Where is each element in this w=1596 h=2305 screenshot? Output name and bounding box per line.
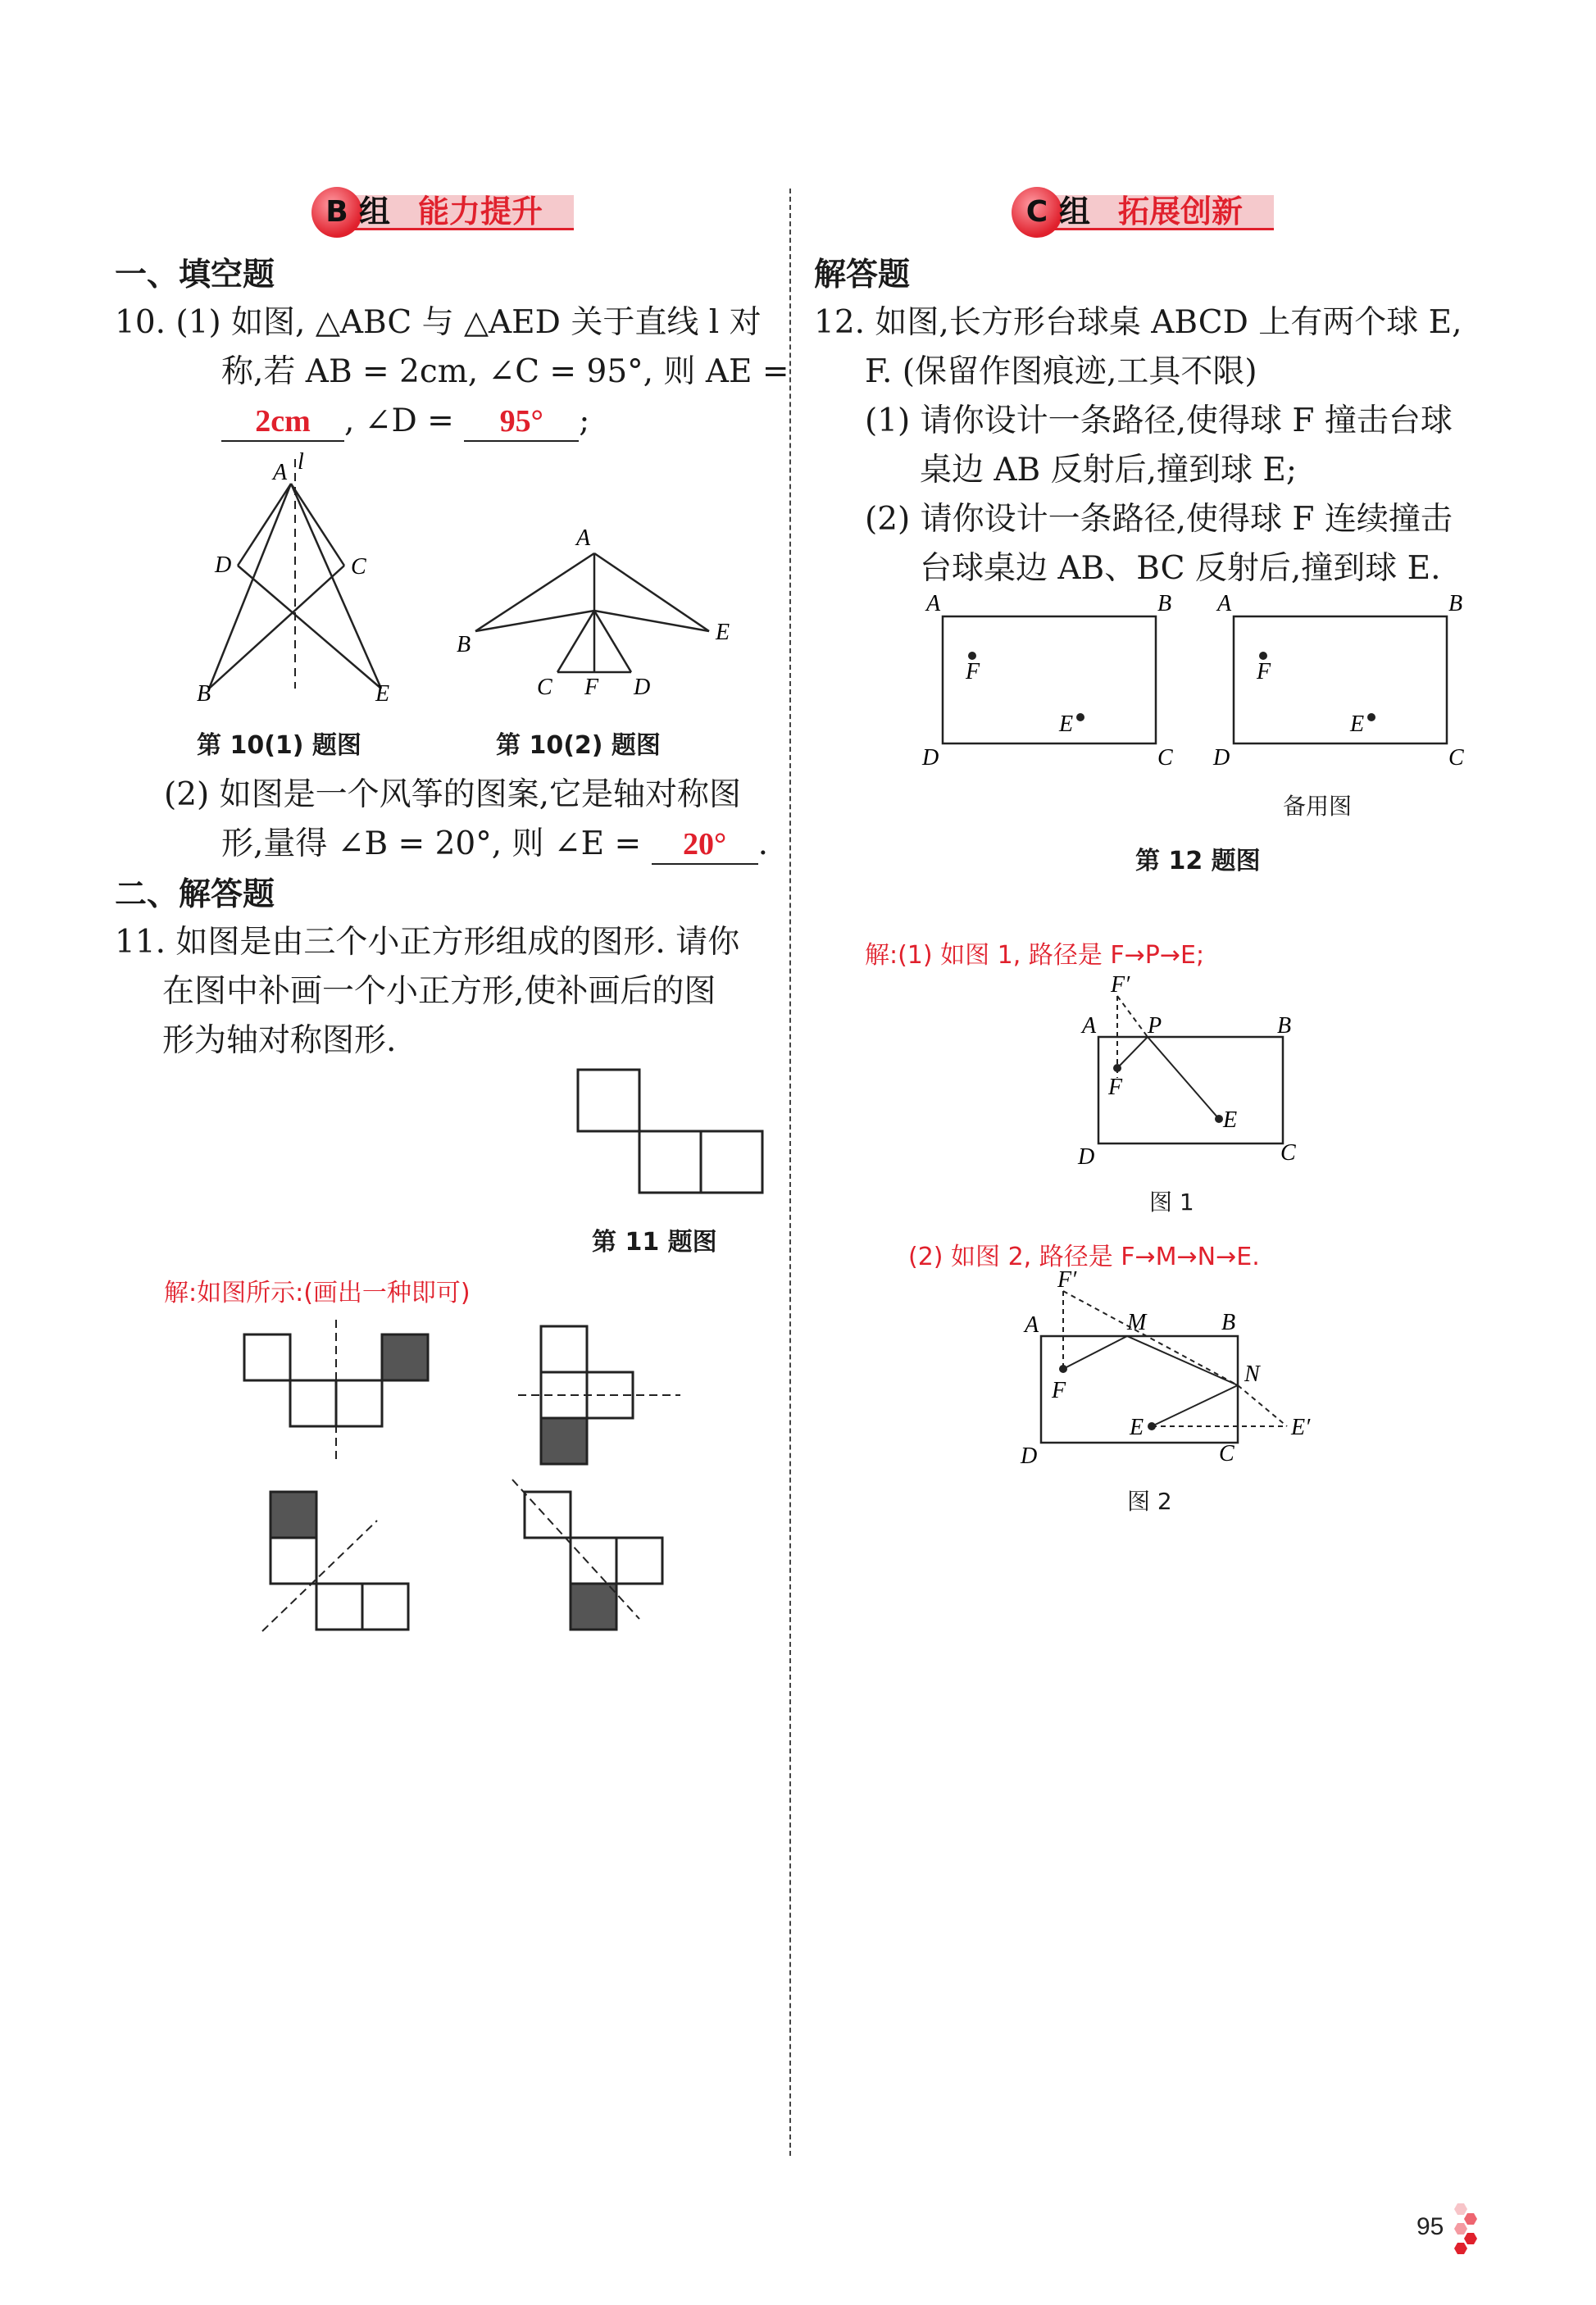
label-d: D: [1021, 1443, 1038, 1469]
caption-11: 第 11 题图: [592, 1228, 717, 1257]
path-mn: [1127, 1336, 1238, 1385]
q12-solution-1: 解:(1) 如图 1, 路径是 F→P→E;: [865, 941, 1205, 970]
hex-icon: [1454, 2203, 1467, 2215]
label-a: A: [1025, 1312, 1039, 1338]
label-d: D: [1078, 1144, 1095, 1170]
reflection-line: [1117, 996, 1148, 1037]
sq: [571, 1538, 616, 1584]
table-rect: [1098, 1037, 1283, 1143]
line-e-center: [594, 611, 709, 631]
reflection-line: [1238, 1385, 1287, 1426]
hex-icon: [1464, 2233, 1477, 2244]
path-pe: [1148, 1037, 1219, 1119]
label-f: F: [1257, 659, 1271, 684]
solution-figure-2: [1021, 1267, 1332, 1475]
solution-fig-d: [508, 1475, 689, 1639]
label-c: C: [1219, 1441, 1235, 1466]
solution-fig-c: [254, 1475, 434, 1639]
label-b: B: [1277, 1013, 1292, 1039]
sq: [290, 1380, 336, 1426]
label-e: E: [1223, 1107, 1238, 1133]
label-f: F: [1108, 1075, 1123, 1100]
billiard-table-spare: [1209, 590, 1480, 771]
label-e: E: [1350, 712, 1365, 737]
solution-figure-1: [1066, 971, 1328, 1168]
section-title: 拓展创新: [1118, 193, 1244, 230]
label-c: C: [1157, 745, 1173, 771]
caption-12: 第 12 题图: [1135, 847, 1261, 875]
label-c: C: [1448, 745, 1464, 771]
path-ne: [1152, 1385, 1238, 1426]
label-b: B: [197, 681, 211, 707]
label-fprime: F′: [1111, 972, 1130, 998]
q12-p2-line2: 台球桌边 AB、BC 反射后,撞到球 E.: [920, 550, 1441, 587]
q12-p1-line2: 桌边 AB 反射后,撞到球 E;: [920, 452, 1298, 489]
label-a: A: [576, 525, 591, 551]
line-ae: [291, 484, 381, 689]
sq: [362, 1584, 408, 1630]
caption-fig2: 图 2: [1127, 1488, 1172, 1515]
group-label: 组: [359, 193, 391, 230]
line-ab: [209, 484, 291, 689]
caption-fig1: 图 1: [1149, 1189, 1194, 1216]
label-m: M: [1127, 1310, 1147, 1335]
sq: [316, 1584, 362, 1630]
section-title: 能力提升: [418, 193, 543, 230]
q12-p1-line1: (1) 请你设计一条路径,使得球 F 撞击台球: [865, 402, 1453, 439]
section-header-c: [1012, 187, 1274, 233]
section-header-b: [311, 187, 574, 233]
label-l: l: [298, 449, 304, 475]
ball-e: [1148, 1422, 1156, 1430]
q11-line1: 11. 如图是由三个小正方形组成的图形. 请你: [115, 924, 740, 961]
hex-icon: [1464, 2213, 1477, 2225]
group-badge: C: [1012, 187, 1062, 238]
label-e: E: [1059, 712, 1074, 737]
spare-caption: 备用图: [1283, 793, 1353, 820]
added-square: [571, 1584, 616, 1630]
billiard-table-main: [918, 590, 1189, 771]
label-e: E: [375, 681, 390, 707]
line-ae: [594, 553, 709, 631]
line-ab: [475, 553, 594, 631]
q10-1-end: ;: [579, 402, 590, 439]
section-answer: 二、解答题: [115, 876, 275, 913]
square-1: [578, 1070, 639, 1131]
line-center-d: [594, 611, 631, 672]
q10-2-text: 形,量得 ∠B = 20°, 则 ∠E =: [221, 825, 642, 862]
label-b: B: [457, 632, 471, 657]
label-f: F: [1052, 1378, 1066, 1403]
q10-2-line1: (2) 如图是一个风筝的图案,它是轴对称图: [164, 776, 742, 813]
solution-fig-b: [516, 1312, 697, 1475]
group-label: 组: [1059, 193, 1091, 230]
path-fp: [1117, 1037, 1148, 1068]
label-e: E: [1130, 1415, 1144, 1440]
label-e: E: [716, 620, 730, 645]
ball-e: [1076, 713, 1084, 721]
label-p: P: [1148, 1013, 1162, 1039]
q11-line2: 在图中补画一个小正方形,使补画后的图: [162, 973, 716, 1010]
column-divider: [789, 189, 791, 2156]
section-answer-c: 解答题: [814, 257, 911, 293]
q10-1-line2: 称,若 AB = 2cm, ∠C = 95°, 则 AE =: [221, 353, 789, 390]
label-d: D: [1213, 745, 1230, 771]
figure-11: [574, 1066, 771, 1205]
q10-1-answer-line: [221, 397, 589, 446]
q10-2-end: .: [757, 825, 768, 862]
label-a: A: [1217, 591, 1232, 616]
caption-10-2: 第 10(2) 题图: [496, 731, 661, 760]
line-b-center: [475, 611, 594, 631]
sq: [244, 1334, 290, 1380]
figure-10-2: [455, 525, 750, 705]
label-d: D: [634, 675, 651, 700]
q12-p2-line1: (2) 请你设计一条路径,使得球 F 连续撞击: [865, 501, 1453, 538]
line-center-c: [557, 611, 594, 672]
path-fm: [1063, 1336, 1127, 1369]
ball-e: [1215, 1115, 1223, 1123]
label-b: B: [1221, 1310, 1236, 1335]
hex-icon: [1454, 2243, 1467, 2254]
line-de: [238, 566, 381, 689]
solution-fig-a: [230, 1312, 443, 1475]
ball-f: [1113, 1064, 1121, 1072]
label-c: C: [351, 554, 366, 580]
label-b: B: [1157, 591, 1172, 616]
square-2: [639, 1131, 701, 1193]
label-fprime: F′: [1057, 1267, 1077, 1293]
q10-1-line1: 10. (1) 如图, △ABC 与 △AED 关于直线 l 对: [115, 304, 762, 341]
caption-10-1: 第 10(1) 题图: [197, 731, 361, 760]
answer-blank-ae: 2cm: [221, 402, 344, 442]
sq: [541, 1326, 587, 1372]
label-d: D: [922, 745, 939, 771]
q10-2-line2: [221, 820, 768, 869]
sq: [616, 1538, 662, 1584]
q12-line1: 12. 如图,长方形台球桌 ABCD 上有两个球 E,: [814, 304, 1462, 341]
q12-line2: F. (保留作图痕迹,工具不限): [865, 353, 1257, 390]
q10-1-mid: , ∠D =: [344, 402, 454, 439]
added-square: [382, 1334, 428, 1380]
group-badge: B: [311, 187, 362, 238]
label-a: A: [926, 591, 941, 616]
label-a: A: [273, 460, 288, 485]
reflection-line: [1063, 1291, 1238, 1385]
label-c: C: [1280, 1140, 1296, 1166]
label-c: C: [537, 675, 552, 700]
label-a: A: [1082, 1013, 1097, 1039]
added-square: [271, 1492, 316, 1538]
section-fill-blank: 一、填空题: [115, 257, 275, 293]
sq: [525, 1492, 571, 1538]
hex-icon: [1454, 2223, 1467, 2235]
square-3: [701, 1131, 762, 1193]
figure-10-1: [189, 451, 402, 713]
label-f: F: [966, 659, 980, 684]
q12-solution-2: (2) 如图 2, 路径是 F→M→N→E.: [908, 1243, 1260, 1271]
page-number: 95: [1416, 2213, 1444, 2240]
q11-solution: 解:如图所示:(画出一种即可): [164, 1279, 471, 1307]
sq: [271, 1538, 316, 1584]
q11-line3: 形为轴对称图形.: [162, 1022, 397, 1059]
line-ad: [238, 484, 291, 566]
label-b: B: [1448, 591, 1463, 616]
sq: [336, 1380, 382, 1426]
label-n: N: [1244, 1362, 1260, 1387]
label-eprime: E′: [1291, 1415, 1311, 1440]
label-d: D: [215, 552, 232, 578]
line-cb: [209, 566, 344, 689]
label-f: F: [584, 675, 599, 700]
ball-e: [1367, 713, 1375, 721]
answer-blank-angle-e: 20°: [652, 825, 758, 865]
added-square: [541, 1418, 587, 1464]
line-ac: [291, 484, 344, 566]
answer-blank-angle-d: 95°: [464, 402, 579, 442]
ball-f: [1059, 1365, 1067, 1373]
